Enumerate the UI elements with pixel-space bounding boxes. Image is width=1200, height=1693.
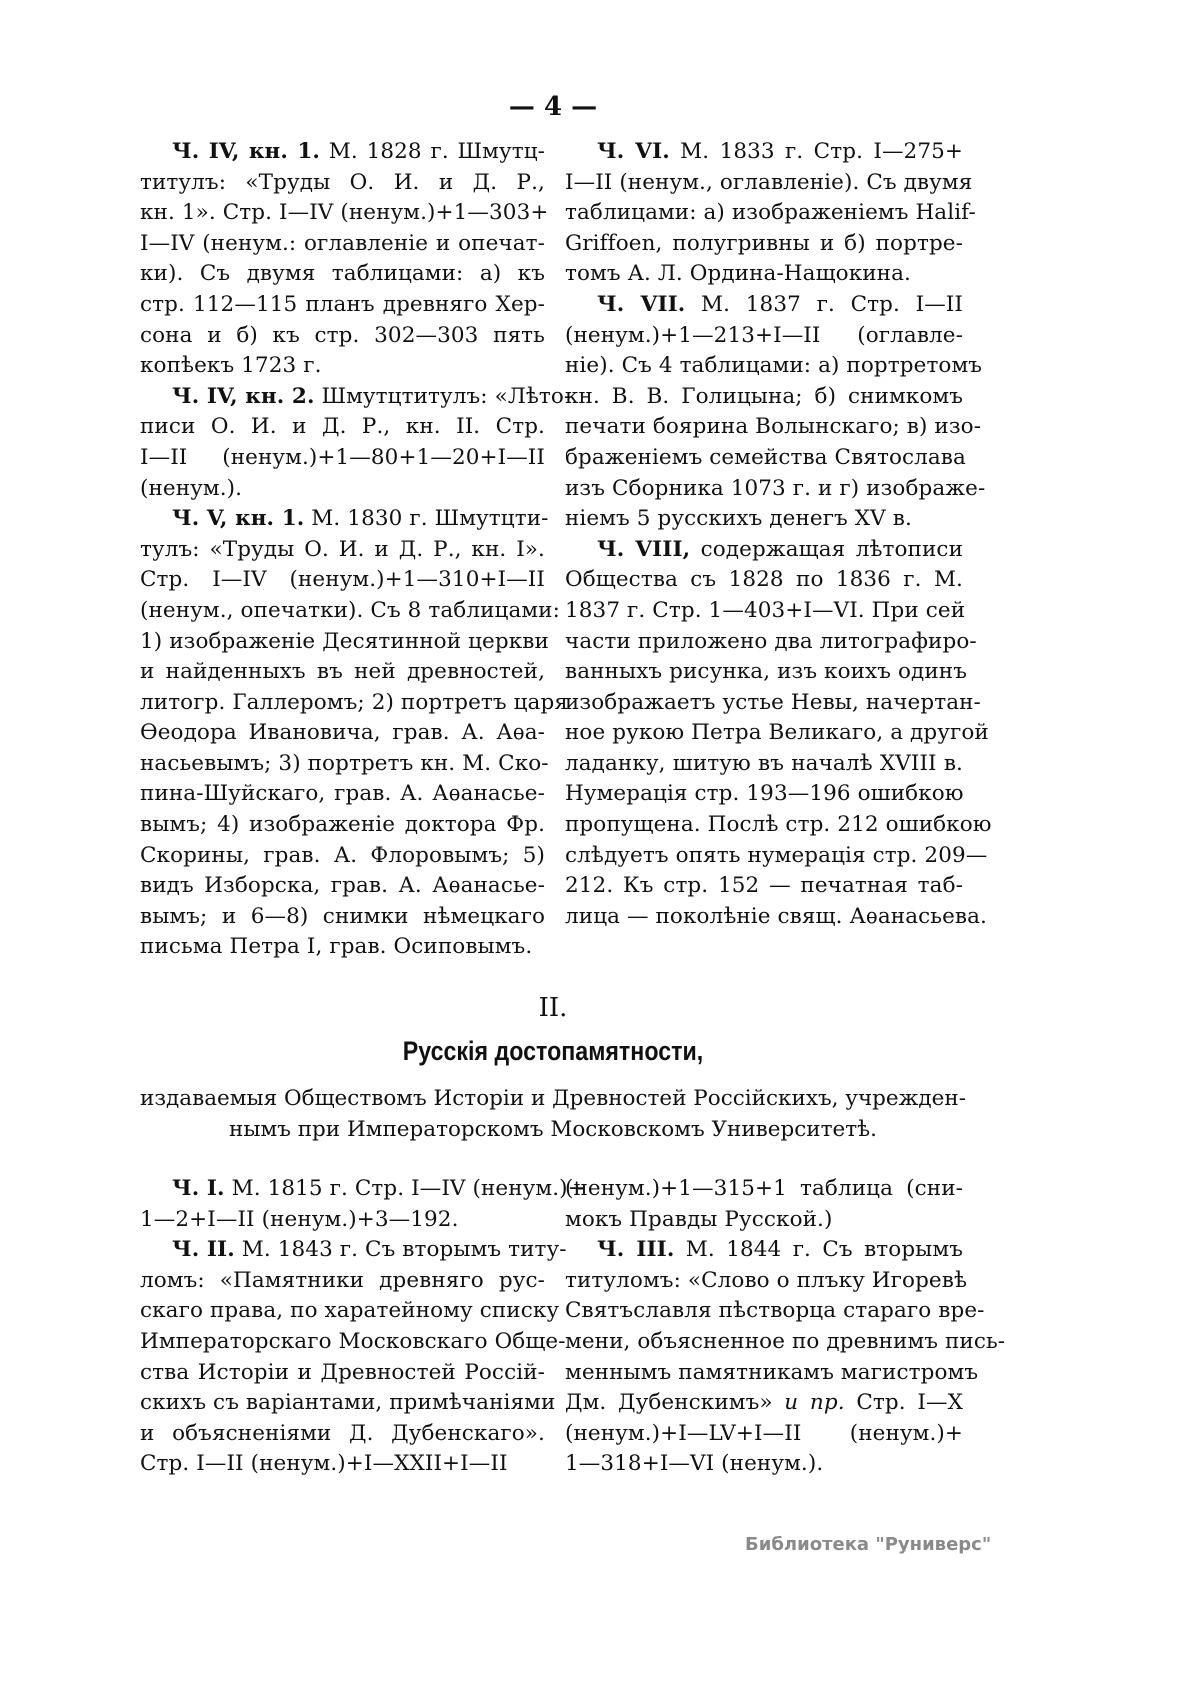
text-line [140, 657, 545, 688]
line-text: I—IV (ненум.: оглавленіе и опечат- [140, 230, 545, 256]
text-line [565, 1449, 963, 1480]
entry-heading: Ч. VII. [597, 291, 686, 317]
text-line [140, 535, 545, 566]
line-text: тулъ: «Труды О. И. и Д. Р., кн. I». [140, 536, 545, 562]
text-line [140, 1358, 545, 1389]
page-number: — 4 — [508, 92, 598, 122]
text-line [565, 1296, 985, 1327]
line-text: копѣекъ 1723 г. [140, 353, 322, 379]
line-text: Нумерація стр. 193—196 ошибкою [565, 781, 964, 807]
line-text: М. 1843 г. Съ вторымъ титу- [234, 1237, 567, 1263]
text-line [140, 565, 545, 596]
line-text: Общества съ 1828 по 1836 г. М. [565, 567, 963, 593]
line-text: изъ Сборника 1073 г. и г) изображе- [565, 475, 986, 501]
line-text: М. 1844 г. Съ вторымъ [674, 1237, 963, 1263]
bottom-left-column [140, 1174, 586, 1480]
text-line [140, 1296, 560, 1327]
text-line [565, 1266, 968, 1297]
text-line [565, 259, 963, 290]
text-line [565, 688, 981, 719]
text-line [565, 535, 963, 566]
line-text: ства Исторіи и Древностей Россій- [140, 1359, 545, 1385]
line-text: (ненум.)+1—315+1 таблица (сни- [565, 1176, 963, 1201]
line-text: Ѳеодора Ивановича, грав. А. Аѳа- [140, 720, 545, 746]
entry-paragraph [565, 290, 986, 535]
line-text: (ненум., опечатки). Съ 8 таблицами: [140, 597, 560, 623]
line-text: и объясненіями Д. Дубенскаго». [140, 1420, 545, 1446]
line-text: (ненум.). [140, 475, 243, 501]
text-line [565, 871, 963, 902]
text-line [565, 1235, 963, 1266]
text-line [565, 1205, 963, 1236]
line-text: Шмутцтитулъ: «Лѣто- [314, 383, 572, 409]
entry-paragraph [140, 137, 549, 382]
text-line [140, 351, 545, 382]
text-line [565, 504, 963, 535]
text-line [140, 902, 545, 933]
line-text: (ненум.)+1—213+I—II (оглавле- [565, 322, 963, 348]
line-text: Дм. Дубенскимъ» [565, 1390, 785, 1416]
text-line [140, 412, 545, 443]
entry-paragraph [140, 382, 572, 504]
text-line [140, 1235, 567, 1266]
line-text: ванныхъ рисунка, изъ коихъ одинъ [565, 659, 968, 685]
text-line [140, 1449, 545, 1480]
text-line [140, 290, 545, 321]
text-line [565, 810, 992, 841]
italic-text: и пр. [784, 1390, 845, 1416]
text-line [565, 1358, 979, 1389]
line-text: видъ Изборска, грав. А. Аѳанасье- [140, 873, 545, 899]
entry-heading: Ч. VIII, [597, 536, 691, 562]
entry-heading: Ч. VI. [597, 139, 670, 164]
text-line [140, 871, 545, 902]
line-text: Стр. I—II (ненум.)+I—XXII+I—II [140, 1451, 508, 1477]
text-line [565, 443, 966, 474]
entry-paragraph [565, 1174, 963, 1235]
line-text: пропущена. Послѣ стр. 212 ошибкою [565, 812, 992, 838]
entry-heading: Ч. II. [172, 1237, 235, 1263]
entry-heading: Ч. V, кн. 1. [172, 506, 305, 532]
top-left-column [140, 137, 572, 963]
line-text: М. 1830 г. Шмутцти- [304, 506, 549, 532]
text-line [565, 1174, 963, 1205]
line-text: скаго права, по харатейному списку [140, 1298, 560, 1324]
text-line [565, 841, 988, 872]
section-title: Русскія достопамятности, [402, 1036, 704, 1066]
entry-paragraph [140, 504, 568, 963]
line-text: Griffoen, полугривны и б) портре- [565, 230, 963, 256]
text-line [565, 596, 966, 627]
text-line [565, 627, 977, 658]
text-line [565, 1419, 963, 1450]
text-line [565, 198, 976, 229]
text-line [565, 229, 963, 260]
line-text: мени, объясненное по древнимъ пись- [565, 1328, 1006, 1354]
line-text: ладанку, шитую въ началѣ XVIII в. [565, 750, 963, 776]
line-text: писи О. И. и Д. Р., кн. II. Стр. [140, 414, 545, 440]
line-text: мокъ Правды Русской.) [565, 1206, 833, 1232]
text-line [140, 779, 545, 810]
line-text: меннымъ памятникамъ магистромъ [565, 1359, 979, 1385]
text-line [140, 810, 545, 841]
line-text: 1—318+I—VI (ненум.). [565, 1451, 824, 1477]
line-text: Святъславля пѣстворца стараго вре- [565, 1298, 985, 1324]
line-text: части приложено два литографиро- [565, 628, 977, 654]
line-text: ки). Съ двумя таблицами: а) къ [140, 261, 545, 287]
line-text: 1) изображеніе Десятинной церкви [140, 628, 549, 654]
line-text: титуломъ: «Слово о плъку Игоревѣ [565, 1267, 968, 1293]
line-text: скихъ съ варіантами, примѣчаніями [140, 1390, 556, 1416]
text-line [565, 351, 983, 382]
entry-heading: Ч. IV, кн. 1. [172, 139, 321, 164]
library-watermark: Библиотека "Руниверс" [745, 1534, 992, 1555]
text-line [140, 259, 545, 290]
text-line [565, 779, 963, 810]
line-text: М. 1815 г. Стр. I—IV (ненум.)+ [224, 1176, 586, 1201]
line-text: 212. Къ стр. 152 — печатная таб- [565, 873, 963, 899]
text-line [140, 596, 560, 627]
entry-paragraph [140, 1235, 567, 1480]
entry-paragraph [565, 137, 976, 290]
line-text: Стр. I—IV (ненум.)+1—310+I—II [140, 567, 545, 593]
text-line [140, 321, 545, 352]
line-text: томъ А. Л. Ордина-Нащокина. [565, 261, 911, 287]
line-text: ніемъ 5 русскихъ денегъ XV в. [565, 506, 912, 532]
text-line [140, 688, 568, 719]
line-text: титулъ: «Труды О. И. и Д. Р., [140, 169, 545, 195]
text-line [140, 932, 545, 963]
line-text: кн. 1». Стр. I—IV (ненум.)+1—303+ [140, 200, 549, 226]
line-text: содержащая лѣтописи [690, 536, 963, 562]
line-text: пина-Шуйскаго, грав. А. Аѳанасье- [140, 781, 545, 807]
line-text: печати боярина Волынскаго; в) изо- [565, 414, 982, 440]
text-line [140, 627, 549, 658]
section-number: II. [538, 993, 568, 1023]
text-line [140, 1388, 556, 1419]
text-line [565, 321, 963, 352]
entry-paragraph [565, 535, 992, 933]
text-line [140, 718, 545, 749]
text-line [565, 137, 963, 168]
line-text: Императорскаго Московскаго Обще- [140, 1328, 566, 1354]
text-line [140, 1266, 545, 1297]
line-text: и найденныхъ въ ней древностей, [140, 659, 545, 685]
text-line [565, 657, 968, 688]
line-text: таблицами: а) изображеніемъ Halif- [565, 200, 976, 226]
entry-paragraph [140, 1174, 586, 1235]
text-line [140, 198, 549, 229]
line-text: вымъ; 4) изображеніе доктора Фр. [140, 812, 545, 838]
entry-heading: Ч. III. [597, 1237, 675, 1263]
text-line [140, 1419, 545, 1450]
text-line [140, 229, 545, 260]
line-text: Скорины, грав. А. Флоровымъ; 5) [140, 842, 545, 868]
line-text: браженіемъ семейства Святослава [565, 444, 966, 470]
line-text: ніе). Съ 4 таблицами: а) портретомъ [565, 353, 983, 379]
text-line [565, 474, 986, 505]
line-text: 1—2+I—II (ненум.)+3—192. [140, 1206, 459, 1232]
text-line [565, 1388, 963, 1419]
text-line [565, 168, 973, 199]
line-text: письма Петра I, грав. Осиповымъ. [140, 934, 533, 960]
line-text: I—II (ненум., оглавленіе). Съ двумя [565, 169, 973, 195]
line-text: лица — поколѣніе свящ. Аѳанасьева. [565, 903, 987, 929]
entry-paragraph [565, 1235, 1006, 1480]
top-right-column [565, 137, 992, 932]
line-text: 1837 г. Стр. 1—403+I—VI. При сей [565, 597, 966, 623]
entry-heading: Ч. I. [172, 1176, 225, 1201]
text-line [565, 749, 963, 780]
line-text: изображаетъ устье Невы, начертан- [565, 689, 981, 715]
subtitle-line: нымъ при Императорскомъ Московскомъ Университетѣ. [229, 1116, 877, 1142]
entry-heading: Ч. IV, кн. 2. [172, 383, 315, 409]
text-line [140, 841, 545, 872]
text-line [140, 474, 545, 505]
line-text: (ненум.)+I—LV+I—II (ненум.)+ [565, 1420, 963, 1446]
text-line [140, 749, 549, 780]
text-line [140, 137, 545, 168]
text-line [565, 718, 989, 749]
line-text: кн. В. В. Голицына; б) снимкомъ [565, 383, 963, 409]
text-line [565, 290, 963, 321]
text-line [140, 504, 549, 535]
line-text: М. 1833 г. Стр. I—275+ [669, 139, 963, 164]
line-text: Стр. I—X [844, 1390, 963, 1416]
text-line [140, 1327, 566, 1358]
text-line [565, 382, 963, 413]
line-text: слѣдуетъ опять нумерація стр. 209— [565, 842, 988, 868]
line-text: вымъ; и 6—8) снимки нѣмецкаго [140, 903, 545, 929]
text-line [140, 443, 545, 474]
text-line [140, 1205, 545, 1236]
line-text: ное рукою Петра Великаго, а другой [565, 720, 989, 746]
line-text: М. 1828 г. Шмутц- [320, 139, 546, 164]
text-line [140, 168, 545, 199]
text-line [565, 412, 982, 443]
line-text: сона и б) къ стр. 302—303 пять [140, 322, 545, 348]
text-line [565, 1327, 1006, 1358]
line-text: I—II (ненум.)+1—80+1—20+I—II [140, 444, 545, 470]
bottom-right-column [565, 1174, 1006, 1480]
text-line [140, 382, 572, 413]
line-text: ломъ: «Памятники древняго рус- [140, 1267, 545, 1293]
subtitle-line: издаваемыя Обществомъ Исторіи и Древностей Россійскихъ, учрежден- [140, 1086, 966, 1111]
text-line [565, 565, 963, 596]
section-subtitle [140, 1084, 966, 1145]
text-line [140, 1174, 586, 1205]
text-line [565, 902, 987, 933]
line-text: М. 1837 г. Стр. I—II [685, 291, 963, 317]
line-text: литогр. Галлеромъ; 2) портретъ царя [140, 689, 568, 715]
line-text: насьевымъ; 3) портретъ кн. М. Ско- [140, 750, 549, 776]
line-text: стр. 112—115 планъ древняго Хер- [140, 291, 545, 317]
